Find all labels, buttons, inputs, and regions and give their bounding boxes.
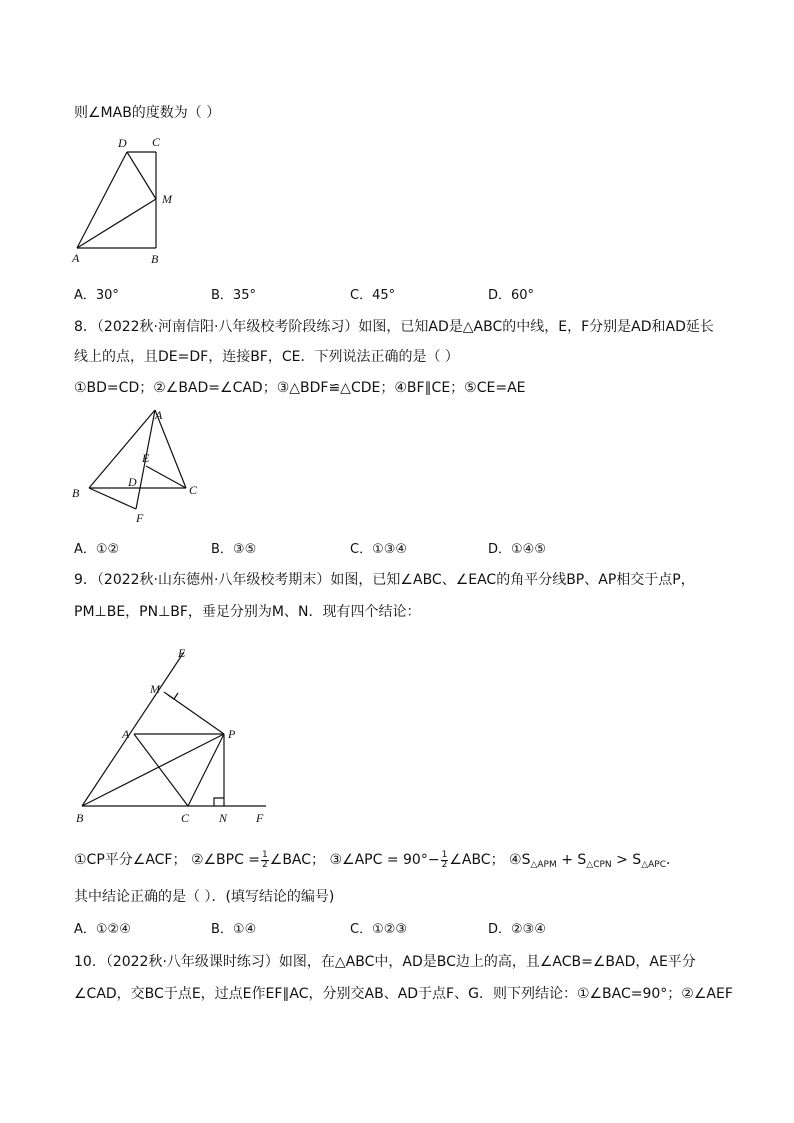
q9-conclusion-1: ①CP平分∠ACF； (74, 852, 187, 868)
q9-label-b: B (76, 811, 84, 825)
q7-label-m: M (162, 192, 172, 206)
q9-label-f: F (256, 811, 264, 825)
q7-label-a: A (72, 251, 80, 265)
q8-line-3: ①BD=CD；②∠BAD=∠CAD；③△BDF≌△CDE；④BF∥CE；⑤CE=AE (74, 380, 526, 396)
q9-conclusion-3: ③∠APC = 90°− $\frac{1}{2}$ ∠ABC； (329, 849, 505, 870)
q9-option-b[interactable]: B．①④ (211, 922, 257, 937)
q8-option-b[interactable]: B．③⑤ (211, 542, 257, 557)
q9-label-c: C (181, 811, 190, 825)
q8-option-d[interactable]: D．①④⑤ (488, 542, 546, 557)
q9-conclusion-2: ②∠BPC = $\frac{1}{2}$ ∠BAC； (190, 849, 326, 870)
q8-label-b: B (72, 486, 80, 500)
q9-label-a: A (122, 727, 130, 741)
q7-label-c: C (152, 135, 161, 149)
q9-line-2: PM⊥BE，PN⊥BF，垂足分别为M、N．现有四个结论： (74, 604, 421, 620)
q8-line-2: 线上的点，且DE=DF，连接BF，CE．下列说法正确的是（ ） (74, 349, 459, 365)
q8-label-a: A (155, 408, 163, 422)
q8-label-d: D (128, 475, 137, 489)
q9-line-4: 其中结论正确的是（ ）．(填写结论的编号) (74, 889, 335, 905)
q9-label-n: N (219, 811, 228, 825)
q7-stem: 则∠MAB的度数为（ ） (74, 105, 221, 121)
q7-option-c[interactable]: C．45° (350, 288, 396, 303)
q7-label-d: D (118, 136, 127, 150)
q9-label-e: E (178, 646, 186, 660)
q9-figure (66, 640, 276, 830)
q8-option-c[interactable]: C．①③④ (350, 542, 408, 557)
q8-label-e: E (142, 451, 150, 465)
q7-option-d[interactable]: D．60° (488, 288, 535, 303)
q9-line-1: 9．（2022秋·山东德州·八年级校考期末）如图，已知∠ABC、∠EAC的角平分线BP、AP相交于点P， (74, 572, 695, 588)
q9-conclusion-4: $④S_{\triangle APM} + S_{\triangle CPN} > S_{\triangle APC}$． (509, 852, 680, 870)
q9-option-a[interactable]: A．①②④ (74, 922, 131, 937)
q7-option-b[interactable]: B．35° (211, 288, 256, 303)
q7-figure (66, 132, 186, 268)
q7-option-a[interactable]: A．30° (74, 288, 119, 303)
q8-label-f: F (136, 511, 144, 525)
q9-option-d[interactable]: D．②③④ (488, 922, 546, 937)
q9-label-p: P (228, 727, 236, 741)
q8-option-a[interactable]: A．①② (74, 542, 120, 557)
q9-label-m: M (150, 682, 160, 696)
q8-label-c: C (189, 483, 198, 497)
q9-conclusions (74, 849, 680, 870)
q8-figure (66, 402, 216, 528)
q10-line-2: ∠CAD，交BC于点E，过点E作EF∥AC，分别交AB、AD于点F、G．则下列结论：①∠BAC=90°；②∠AEF (74, 986, 733, 1002)
q7-label-b: B (151, 252, 159, 266)
q8-line-1: 8．（2022秋·河南信阳·八年级校考阶段练习）如图，已知AD是△ABC的中线，E，F分别是AD和AD延长 (74, 319, 714, 335)
q9-option-c[interactable]: C．①②③ (350, 922, 408, 937)
q10-line-1: 10．（2022秋·八年级课时练习）如图，在△ABC中，AD是BC边上的高，且∠ACB=∠BAD，AE平分 (74, 954, 696, 970)
